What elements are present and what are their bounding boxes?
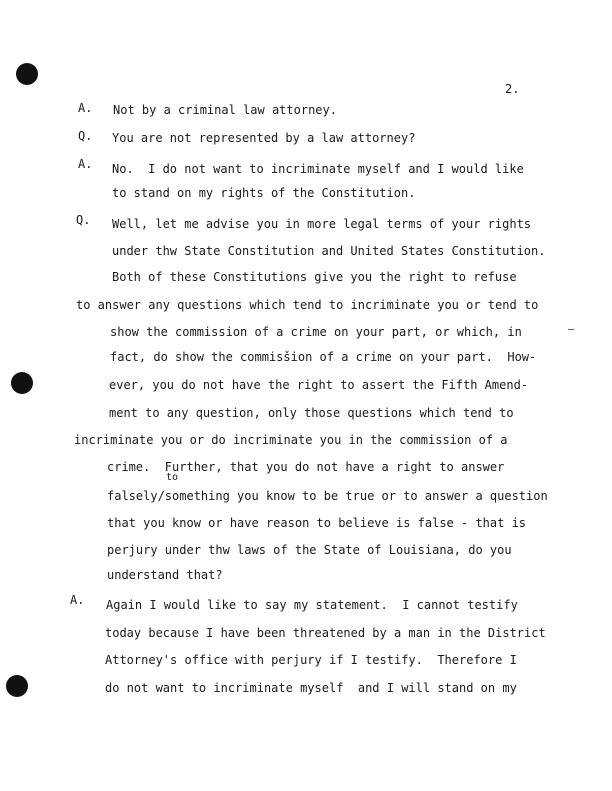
speaker-label: Q.	[76, 213, 91, 227]
speaker-label: A.	[78, 101, 93, 115]
testimony-line: You are not represented by a law attorney?	[112, 131, 416, 145]
binder-hole-middle	[11, 372, 33, 394]
testimony-line: Attorney's office with perjury if I testify. Therefore I	[105, 653, 517, 667]
margin-mark	[568, 329, 574, 330]
binder-hole-top	[16, 63, 38, 85]
testimony-line: Well, let me advise you in more legal terms of your rights	[112, 217, 532, 231]
speaker-label: Q.	[78, 129, 93, 143]
testimony-line: ment to any question, only those questions which tend to	[109, 406, 514, 420]
testimony-line: Again I would like to say my statement. I cannot testify	[106, 598, 518, 612]
testimony-line: to stand on my rights of the Constitution.	[112, 186, 416, 200]
page-number: 2.	[505, 82, 520, 96]
testimony-line: show the commission of a crime on your part, or which, in	[110, 325, 522, 339]
testimony-line: fact, do show the commisšion of a crime on your part. How-	[110, 350, 537, 364]
testimony-line: do not want to incriminate myself and I will stand on my	[105, 681, 517, 695]
testimony-line: ever, you do not have the right to assert the Fifth Amend-	[109, 378, 529, 392]
testimony-line: understand that?	[107, 568, 223, 582]
testimony-line: under thw State Constitution and United States Constitution.	[112, 244, 546, 258]
handwritten-insert: to	[166, 472, 179, 483]
testimony-line: today because I have been threatened by a man in the District	[105, 626, 546, 640]
speaker-label: A.	[78, 157, 93, 171]
testimony-line: to answer any questions which tend to incriminate you or tend to	[76, 298, 539, 312]
testimony-line: No. I do not want to incriminate myself and I would like	[112, 162, 524, 176]
testimony-line: incriminate you or do incriminate you in the commission of a	[74, 433, 508, 447]
binder-hole-bottom	[6, 675, 28, 697]
testimony-line: falsely/something you know to be true or to answer a question	[107, 489, 548, 503]
speaker-label: A.	[70, 593, 85, 607]
testimony-line: crime. Further, that you do not have a right to answer	[107, 460, 505, 474]
testimony-line: Not by a criminal law attorney.	[113, 103, 337, 117]
testimony-line: Both of these Constitutions give you the right to refuse	[112, 270, 517, 284]
testimony-line: perjury under thw laws of the State of Louisiana, do you	[107, 543, 512, 557]
testimony-line: that you know or have reason to believe is false - that is	[107, 516, 527, 530]
